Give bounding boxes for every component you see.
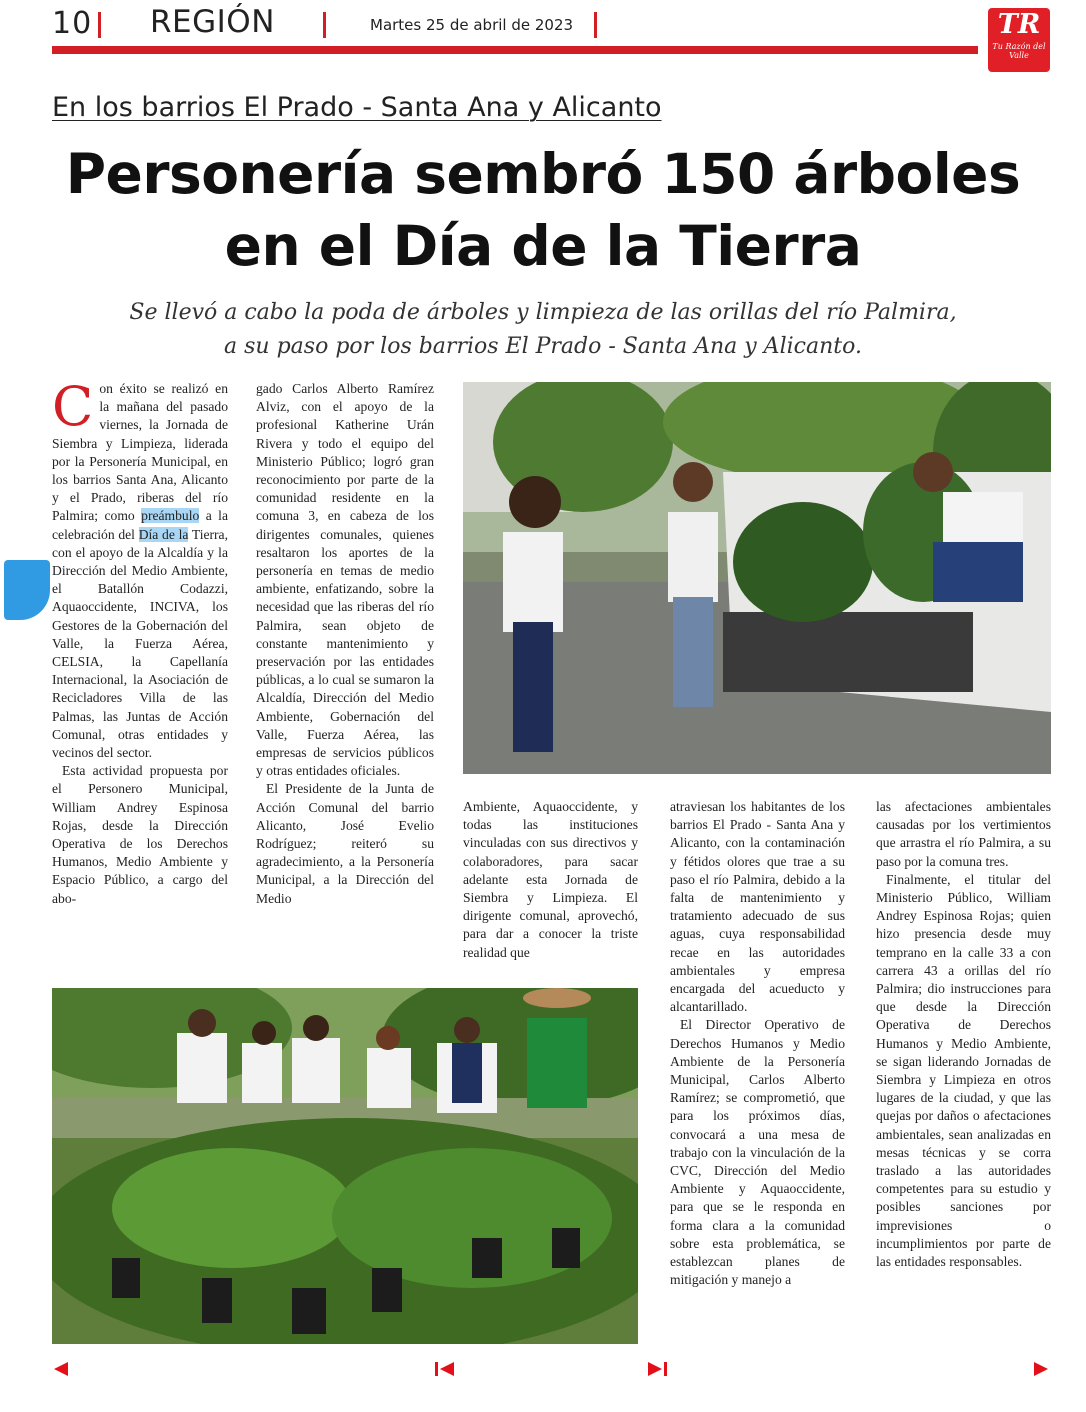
logo-tagline: Tu Razón del Valle — [992, 42, 1046, 60]
photo-saplings-group — [52, 988, 638, 1344]
prev-page-arrow-icon[interactable] — [52, 1360, 70, 1378]
next-page-arrow-icon[interactable] — [1032, 1360, 1050, 1378]
deck-line-2: a su paso por los barrios El Prado - Santa Ana y Alicanto. — [224, 334, 862, 359]
page-number: 10 — [52, 6, 93, 41]
article-column-4 — [670, 798, 845, 1289]
paragraph: las afectaciones ambientales causadas por los vertimientos que arrastra el río Palmira, a su paso por la comuna tres. — [876, 799, 1051, 869]
photo-volunteers-truck — [463, 382, 1051, 774]
section-title: REGIÓN — [150, 4, 275, 40]
selected-text[interactable]: Día de la — [138, 526, 189, 542]
paragraph: El Director Operativo de Derechos Humanos y Medio Ambiente de la Personería Municipal, Carlos Alberto Ramírez; se comprometió, que para los próximos días, convocará a una mesa de trabajo con la vinculación de la CVC, Dirección del Medio Ambiente y Aquaoccidente, para que se le responda en forma clara a la comunidad sobre esta problemática, se establezcan planes de mitigación y manejo a — [670, 1017, 845, 1288]
article-column-3 — [463, 798, 638, 962]
photo-saplings-group-image — [52, 988, 638, 1344]
paragraph — [52, 375, 228, 762]
header-rule — [52, 46, 978, 54]
photo-volunteers-truck-image — [463, 382, 1051, 774]
selected-text[interactable]: preámbulo — [141, 508, 200, 524]
headline-line-2: en el Día de la Tierra — [224, 214, 862, 278]
article-column-1 — [52, 375, 228, 908]
selection-handle-icon[interactable] — [4, 560, 50, 620]
text-run: on éxito se realizó en la mañana del pasado viernes, la Jornada de Siembra y Limpieza, liderada por la Personería Municipal, en los barrios Santa Ana, Alicanto y el Prado, riberas del río Palmira; como — [52, 381, 228, 524]
headline-line-1: Personería sembró 150 árboles — [65, 142, 1021, 206]
paragraph: gado Carlos Alberto Ramírez Alviz, con el apoyo de la profesional Katherine Urán Rivera y todo el equipo del Ministerio Público; logró gran reconocimiento por parte de la comunidad residente en la comuna 3, en cabeza de los dirigentes comunales, quienes resaltaron los aportes de la personería en temas de medio ambiente, enfatizando, sobre la necesidad que las riberas del río Palmira, sean objeto de constante mantenimiento y preservación por las entidades públicas, a lo cual se sumaron la Alcaldía, Dirección del Medio Ambiente, Gobernación del Valle, Fuerza Aérea, las empresas de servicios públicos y otras entidades oficiales. — [256, 381, 434, 779]
article-kicker: En los barrios El Prado - Santa Ana y Alicanto — [52, 92, 662, 123]
paragraph: El Presidente de la Junta de Acción Comunal del barrio Alicanto, José Evelio Rodríguez; reiteró su agradecimiento, a la Personería Municipal, a la Dirección del Medio — [256, 781, 434, 906]
text-run: a la celebración del — [52, 508, 228, 542]
newspaper-logo — [988, 8, 1050, 72]
article-column-5 — [876, 798, 1051, 1271]
logo-initials: TR — [997, 9, 1041, 40]
paragraph: Finalmente, el titular del Ministerio Público, William Andrey Espinosa Rojas; quien hizo presencia desde muy temprano en la calle 33 a con carrera 43 a orillas del río Palmira; dio instrucciones para que desde la Dirección Operativa de Derechos Humanos y Medio Ambiente, se sigan liderando Jornadas de Siembra y Limpieza en otros lugares de la ciudad, y que las quejas por daños o afectaciones ambientales, sean analizadas en mesas técnicas y se corra traslado a las autoridades competentes para su estudio y posibles sanciones por imprevisiones o incumplimientos por parte de las entidades responsables. — [876, 871, 1051, 1270]
article-headline — [20, 138, 1066, 282]
header-divider — [323, 12, 326, 38]
last-page-icon[interactable] — [646, 1360, 668, 1378]
first-page-icon[interactable] — [434, 1360, 456, 1378]
drop-cap: C — [52, 375, 94, 438]
header-divider — [98, 12, 101, 38]
text-run: Tierra, con el apoyo de la Alcaldía y la Dirección del Medio Ambiente, el Batallón Codazzi, Aquaoccidente, INCIVA, los Gestores de la Gobernación del Valle, la Fuerza Aérea, CELSIA, la Capellanía Internacional, la Asociación de Recicladores Villa de las Palmas, las Juntas de Acción Comunal, otras entidades y vecinos del sector. — [52, 526, 228, 761]
issue-date: Martes 25 de abril de 2023 — [370, 16, 574, 34]
paragraph: Ambiente, Aquaoccidente, y todas las instituciones vinculadas con sus directivos y colaboradores, para sacar adelante esta Jornada de Siembra y Limpieza. El dirigente comunal, aprovechó, para dar a conocer la triste realidad que — [463, 799, 638, 960]
article-deck — [20, 296, 1066, 364]
deck-line-1: Se llevó a cabo la poda de árboles y limpieza de las orillas del río Palmira, — [129, 300, 957, 325]
article-column-2 — [256, 380, 434, 908]
header-divider — [594, 12, 597, 38]
paragraph: atraviesan los habitantes de los barrios El Prado - Santa Ana y Alicanto, con la contaminación y fétidos olores que trae a su paso el río Palmira, debido a la falta de mantenimiento y tratamiento adecuado de sus aguas, cuya responsabilidad recae en las autoridades ambientales y empresa encargada del acueducto y alcantarillado. — [670, 799, 845, 1015]
paragraph: Esta actividad propuesta por el Personero Municipal, William Andrey Espinosa Rojas, desde la Dirección Operativa de los Derechos Humanos, Medio Ambiente y Espacio Público, a cargo del abo- — [52, 763, 228, 906]
